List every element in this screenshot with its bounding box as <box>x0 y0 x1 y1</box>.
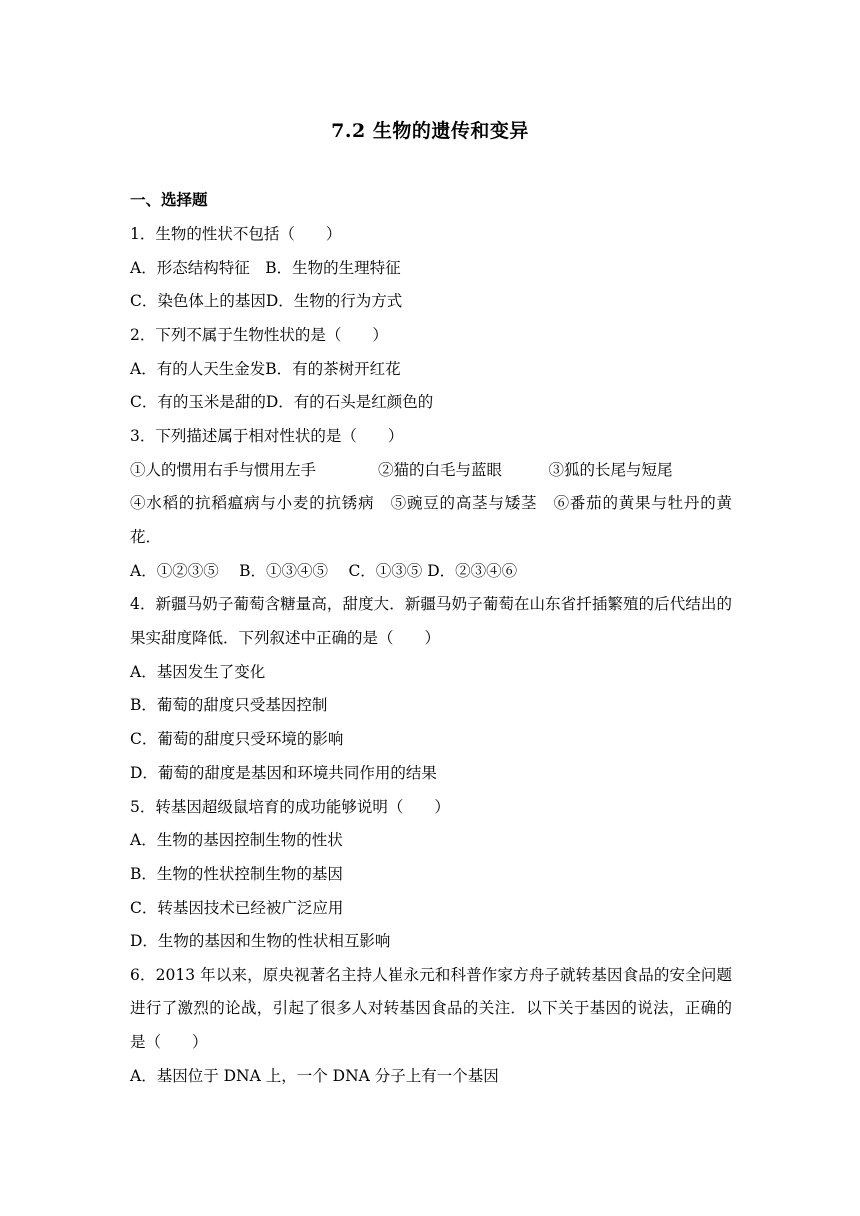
question-4-option-a: A．基因发生了变化 <box>130 662 266 681</box>
question-6-option-a: A．基因位于 DNA 上，一个 DNA 分子上有一个基因 <box>130 1066 499 1085</box>
question-4-option-c: C．葡萄的甜度只受环境的影响 <box>130 730 344 749</box>
question-5-option-d: D．生物的基因和生物的性状相互影响 <box>130 932 391 951</box>
question-1-stem: 1．生物的性状不包括（ ） <box>130 225 342 243</box>
question-5-option-b: B．生物的性状控制生物的基因 <box>130 864 343 883</box>
question-6-stem: 6．2013 年以来，原央视著名主持人崔永元和科普作家方舟子就转基因食品的安全问题进行了激烈的论战，引起了很多人对转基因食品的关注．以下关于基因的说法，正确的是（ ） <box>130 965 732 1051</box>
question-4-option-b: B．葡萄的甜度只受基因控制 <box>130 696 328 715</box>
question-5-option-a: A．生物的基因控制生物的性状 <box>130 831 343 850</box>
question-2-stem: 2．下列不属于生物性状的是（ ） <box>130 326 388 345</box>
question-list <box>130 188 732 1099</box>
question-4-option-d: D．葡萄的甜度是基因和环境共同作用的结果 <box>130 763 437 782</box>
question-1-options-ab: A．形态结构特征 B．生物的生理特征 <box>130 258 401 277</box>
question-1-options-cd: C．染色体上的基因D．生物的行为方式 <box>130 292 403 311</box>
question-4-stem: 4．新疆马奶子葡萄含糖量高，甜度大．新疆马奶子葡萄在山东省扦插繁殖的后代结出的果实甜度降低．下列叙述中正确的是（ ） <box>130 595 732 647</box>
question-2-options-ab: A．有的人天生金发B．有的茶树开红花 <box>130 359 401 378</box>
question-5-option-c: C．转基因技术已经被广泛应用 <box>130 898 344 917</box>
question-5-stem: 5．转基因超级鼠培育的成功能够说明（ ） <box>130 797 450 816</box>
question-2-options-cd: C．有的玉米是甜的D．有的石头是红颜色的 <box>130 393 434 412</box>
question-3-options: A．①②③⑤ B．①③④⑤ C．①③⑤ D．②③④⑥ <box>130 561 518 580</box>
section-heading: 一、选择题 <box>130 190 208 209</box>
question-3-items-line-1: ①人的惯用右手与惯用左手 ②猫的白毛与蓝眼 ③狐的长尾与短尾 <box>130 460 673 479</box>
question-3-items-line-2: ④水稻的抗稻瘟病与小麦的抗锈病 ⑤豌豆的高茎与矮茎 ⑥番茄的黄果与牡丹的黄花． <box>130 494 732 546</box>
question-3-stem: 3．下列描述属于相对性状的是（ ） <box>130 427 404 446</box>
page-title: 7.2 生物的遗传和变异 <box>331 120 529 142</box>
